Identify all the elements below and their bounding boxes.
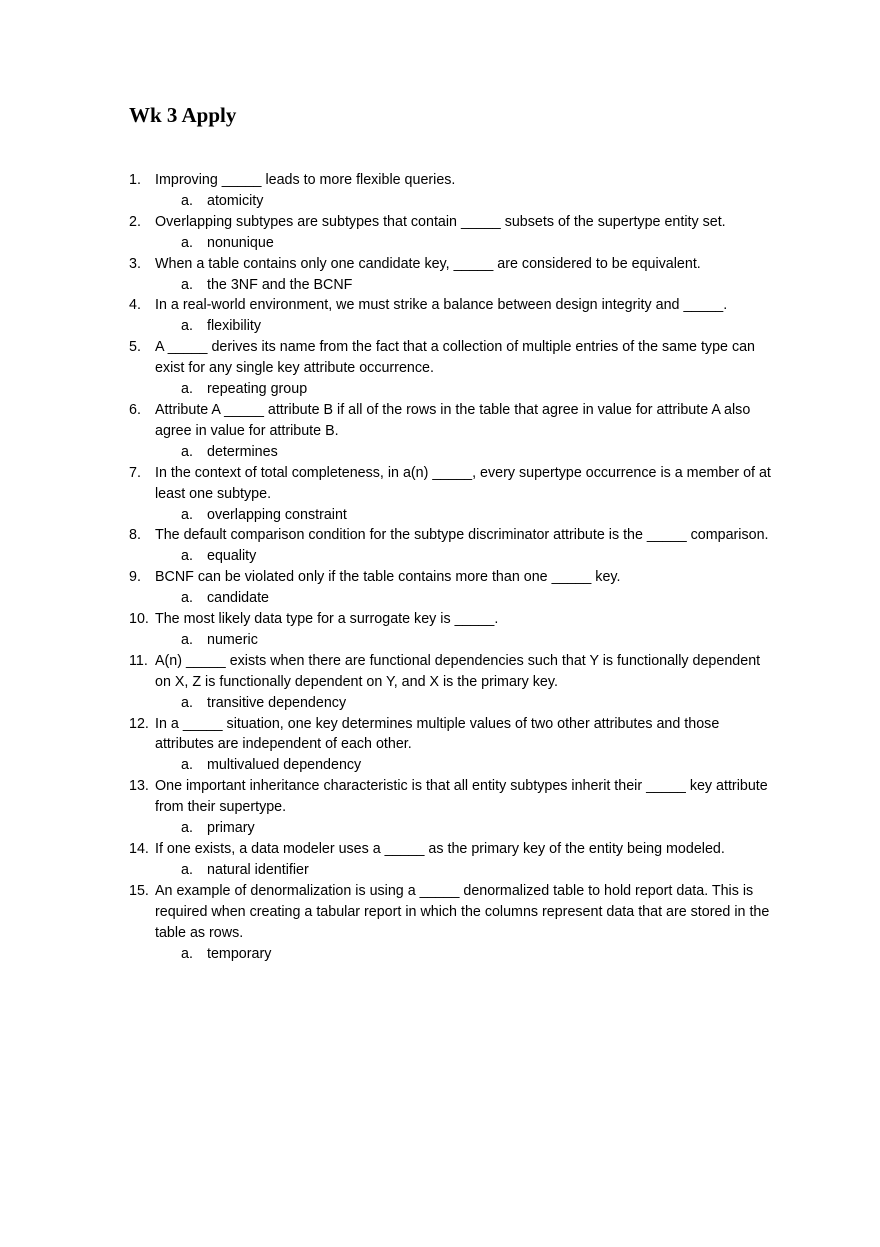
- question-number: 12.: [129, 715, 149, 732]
- answer-text: multivalued dependency: [207, 757, 362, 774]
- question-number: 13.: [129, 778, 149, 795]
- answer-item: [129, 316, 779, 337]
- answer-marker: a.: [181, 694, 193, 711]
- answer-marker: a.: [181, 548, 193, 565]
- answer-text: flexibility: [207, 318, 262, 335]
- question-item: [129, 400, 779, 463]
- question-list: [129, 170, 779, 964]
- question-item: [129, 839, 779, 881]
- answer-item: [129, 191, 779, 212]
- question-text: The most likely data type for a surrogate key is _____.: [155, 611, 499, 628]
- answer-text: temporary: [207, 945, 272, 962]
- answer-item: [129, 860, 779, 881]
- answer-marker: a.: [181, 318, 193, 335]
- question-item: [129, 254, 779, 296]
- question-item: [129, 714, 779, 777]
- answer-marker: a.: [181, 945, 193, 962]
- answer-marker: a.: [181, 443, 193, 460]
- answer-item: [129, 233, 779, 254]
- question-item: [129, 609, 779, 651]
- answer-text: overlapping constraint: [207, 506, 347, 523]
- question-item: [129, 881, 779, 965]
- question-item: [129, 337, 779, 400]
- answer-item: [129, 693, 779, 714]
- answer-marker: a.: [181, 276, 193, 293]
- question-number: 1.: [129, 172, 141, 188]
- question-item: [129, 567, 779, 609]
- document-title: Wk 3 Apply: [129, 103, 237, 127]
- question-item: [129, 776, 779, 839]
- question-text: In a real-world environment, we must strike a balance between design integrity and _____.: [155, 297, 728, 314]
- question-text: If one exists, a data modeler uses a _____ as the primary key of the entity being modeled.: [155, 841, 725, 857]
- question-number: 11.: [129, 652, 148, 669]
- question-text: BCNF can be violated only if the table contains more than one _____ key.: [155, 569, 621, 586]
- answer-item: [129, 505, 779, 526]
- question-number: 9.: [129, 569, 141, 586]
- question-item: [129, 295, 779, 337]
- question-text: The default comparison condition for the subtype discriminator attribute is the _____ comparison.: [155, 527, 769, 544]
- answer-text: nonunique: [207, 234, 274, 251]
- question-text: In the context of total completeness, in a(n) _____, every supertype occurrence is a member of at least one subtype.: [155, 464, 771, 502]
- answer-marker: a.: [181, 192, 193, 209]
- question-number: 10.: [129, 611, 149, 628]
- answer-item: [129, 818, 779, 839]
- question-item: [129, 651, 779, 714]
- question-text: A _____ derives its name from the fact that a collection of multiple entries of the same type can exist for any single key attribute occurrence.: [155, 339, 755, 377]
- question-text: A(n) _____ exists when there are functional dependencies such that Y is functionally dependent on X, Z is functionally dependent on Y, and X is the primary key.: [155, 652, 761, 690]
- answer-item: [129, 442, 779, 463]
- question-number: 4.: [129, 297, 141, 314]
- question-item: [129, 212, 779, 254]
- question-number: 8.: [129, 527, 141, 544]
- answer-marker: a.: [181, 861, 193, 878]
- answer-text: the 3NF and the BCNF: [207, 276, 353, 293]
- question-item: [129, 525, 779, 567]
- answer-text: primary: [207, 820, 255, 837]
- answer-text: transitive dependency: [207, 694, 347, 711]
- question-number: 6.: [129, 401, 141, 418]
- question-number: 7.: [129, 464, 141, 481]
- answer-text: numeric: [207, 631, 258, 648]
- answer-marker: a.: [181, 381, 193, 398]
- question-text: Attribute A _____ attribute B if all of the rows in the table that agree in value for attribute A also agree in value for attribute B.: [155, 401, 751, 439]
- question-text: An example of denormalization is using a _____ denormalized table to hold report data. This is required when creating a tabular report in which the columns represent data that are stored in the table as rows.: [155, 882, 770, 941]
- question-number: 2.: [129, 213, 141, 230]
- answer-text: determines: [207, 443, 278, 460]
- answer-item: [129, 275, 779, 296]
- answer-item: [129, 546, 779, 567]
- answer-item: [129, 630, 779, 651]
- answer-marker: a.: [181, 590, 193, 607]
- question-number: 5.: [129, 339, 141, 356]
- answer-text: natural identifier: [207, 861, 309, 878]
- answer-item: [129, 755, 779, 776]
- answer-item: [129, 379, 779, 400]
- answer-text: candidate: [207, 590, 270, 607]
- answer-marker: a.: [181, 506, 193, 523]
- question-item: [129, 463, 779, 526]
- question-text: One important inheritance characteristic is that all entity subtypes inherit their _____ key attribute from their supertype.: [155, 778, 768, 816]
- answer-text: equality: [207, 548, 257, 565]
- answer-item: [129, 588, 779, 609]
- answer-item: [129, 944, 779, 965]
- answer-text: repeating group: [207, 381, 308, 398]
- answer-marker: a.: [181, 757, 193, 774]
- question-item: [129, 170, 779, 212]
- question-text: Improving _____ leads to more flexible queries.: [155, 172, 456, 188]
- answer-text: atomicity: [207, 192, 264, 209]
- question-number: 14.: [129, 841, 149, 857]
- question-text: In a _____ situation, one key determines multiple values of two other attributes and those attributes are independent of each other.: [155, 715, 720, 753]
- answer-marker: a.: [181, 820, 193, 837]
- answer-marker: a.: [181, 234, 193, 251]
- question-number: 15.: [129, 882, 149, 899]
- question-number: 3.: [129, 255, 141, 272]
- answer-marker: a.: [181, 631, 193, 648]
- question-text: When a table contains only one candidate key, _____ are considered to be equivalent.: [155, 255, 701, 272]
- question-text: Overlapping subtypes are subtypes that contain _____ subsets of the supertype entity set.: [155, 213, 726, 230]
